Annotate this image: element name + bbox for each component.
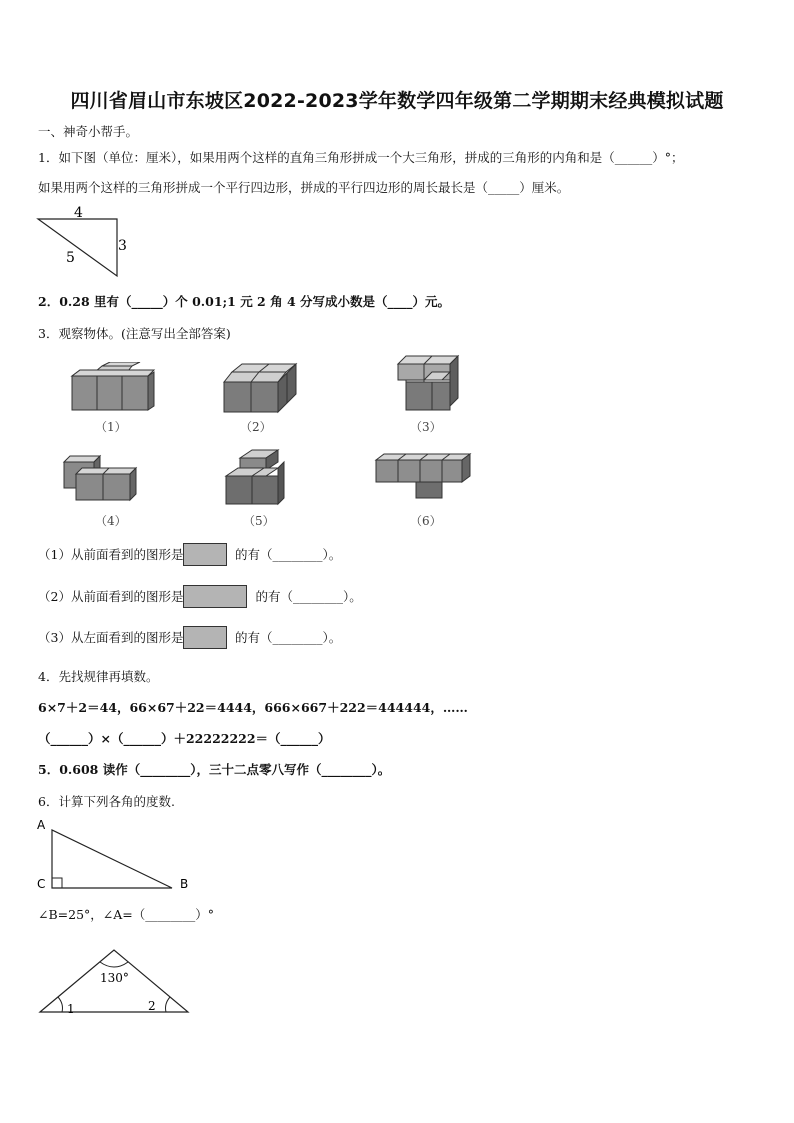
right-triangle-figure	[30, 200, 140, 280]
vertex-label-c: C	[37, 877, 46, 891]
question-3-sub-2	[38, 583, 362, 609]
sub2-suffix: 的有（________）。	[255, 589, 362, 604]
vertex-label-a: A	[37, 818, 46, 832]
two-square-view-icon	[183, 543, 227, 566]
cube-figure-5	[222, 448, 292, 506]
right-triangle-shape	[38, 219, 117, 276]
question-5: 5．0.608 读作（________），三十二点零八写作（________）。	[38, 762, 391, 777]
question-3-sub-1	[38, 541, 341, 567]
page-title: 四川省眉山市东坡区2022-2023学年数学四年级第二学期期末经典模拟试题	[70, 90, 724, 112]
angle-1-label: 1	[67, 1002, 75, 1016]
question-1-line-1: 1．如下图（单位：厘米），如果用两个这样的直角三角形拼成一个大三角形，拼成的三角形的内角和是（______）°；	[38, 150, 684, 165]
figure-caption-5: （5）	[243, 514, 275, 528]
figure-caption-4: （4）	[95, 514, 127, 528]
right-angle-mark	[52, 878, 62, 888]
sub3-suffix: 的有（________）。	[234, 630, 342, 645]
triangle-side-hypotenuse: 5	[66, 250, 75, 266]
two-square-side-view-icon	[183, 626, 227, 649]
question-1-line-2: 如果用两个这样的三角形拼成一个平行四边形，拼成的平行四边形的周长最长是（_____）厘米。	[38, 180, 570, 195]
question-6-angle-a: ∠B=25°，∠A=（________）°	[38, 907, 215, 922]
angle-2-label: 2	[148, 999, 156, 1013]
angle-2-arc	[166, 997, 171, 1012]
question-4: 4．先找规律再填数。	[38, 669, 159, 684]
sub3-prefix: （3）从左面看到的图形是	[38, 630, 184, 645]
right-triangle-abc-figure	[30, 816, 200, 894]
vertex-label-b: B	[180, 877, 189, 891]
apex-angle-arc	[100, 962, 128, 967]
cube-figure-6	[372, 452, 476, 502]
question-4-pattern: 6×7＋2＝44，66×67＋22＝4444，666×667＋222＝444444，……	[38, 700, 468, 715]
cube-figure-2	[218, 362, 308, 414]
angle-1-arc	[58, 997, 63, 1012]
sub1-suffix: 的有（________）。	[234, 547, 342, 562]
figure-caption-2: （2）	[240, 420, 272, 434]
figure-caption-3: （3）	[410, 420, 442, 434]
obtuse-triangle-figure	[36, 944, 196, 1018]
question-6: 6．计算下列各角的度数.	[38, 794, 175, 809]
question-4-fill: （______）×（______）＋22222222＝（______）	[38, 731, 331, 746]
cube-figure-1	[60, 362, 160, 414]
question-3-sub-3	[38, 624, 341, 650]
section-heading: 一、神奇小帮手。	[38, 124, 139, 139]
triangle-side-top: 4	[74, 205, 83, 221]
cube-figure-4	[60, 454, 142, 504]
triangle-abc-shape	[52, 830, 172, 888]
triangle-side-right: 3	[118, 238, 127, 254]
cube-figure-3	[390, 354, 470, 414]
question-3: 3．观察物体。(注意写出全部答案)	[38, 326, 231, 341]
sub2-prefix: （2）从前面看到的图形是	[38, 589, 184, 604]
three-square-view-icon	[183, 585, 247, 608]
figure-caption-6: （6）	[410, 514, 442, 528]
figure-caption-1: （1）	[95, 420, 127, 434]
sub1-prefix: （1）从前面看到的图形是	[38, 547, 184, 562]
question-2: 2．0.28 里有（_____）个 0.01;1 元 2 角 4 分写成小数是（____）元。	[38, 294, 451, 309]
apex-angle-label: 130°	[100, 971, 129, 985]
